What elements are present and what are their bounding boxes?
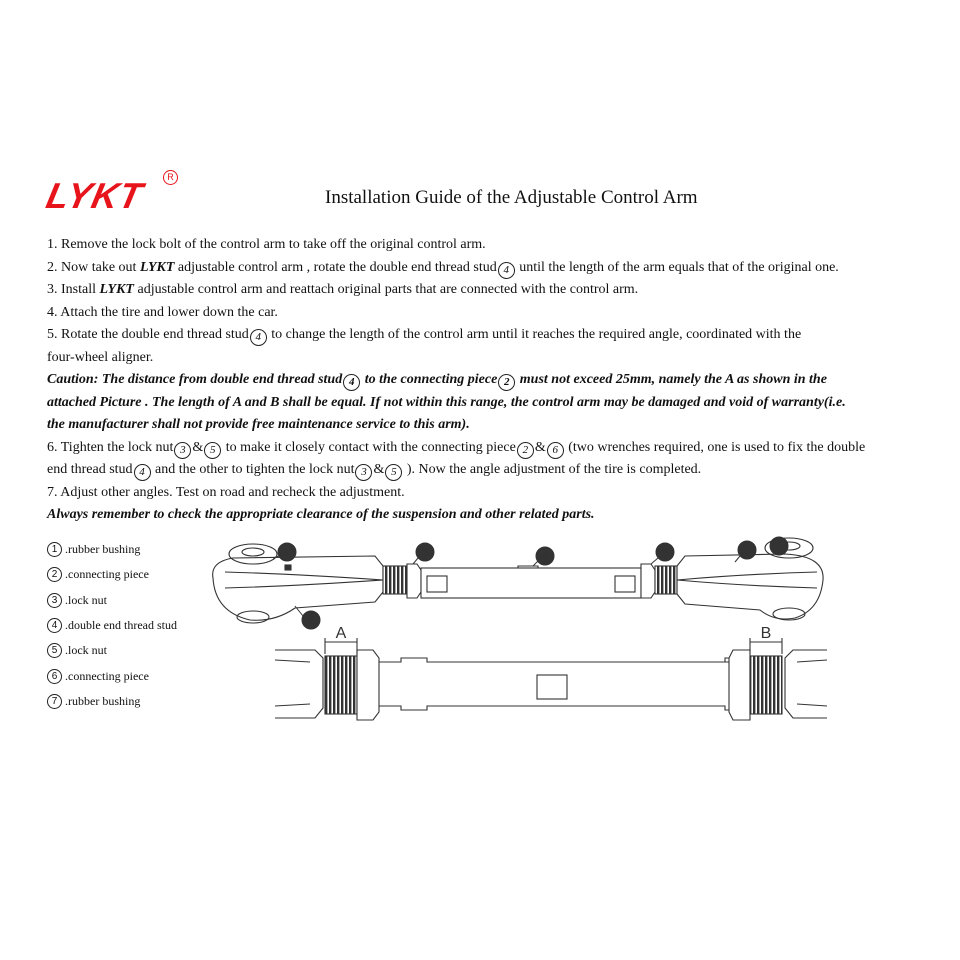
caution-text: must not exceed 25mm, namely the A as shown in the	[516, 372, 827, 387]
caution-line-1	[47, 369, 927, 392]
step-text: to change the length of the control arm until it reaches the required angle, coordinated with the	[267, 327, 802, 342]
dimension-b-label: B	[760, 625, 772, 642]
detail-view	[275, 638, 827, 720]
double-end-thread-stud	[421, 566, 641, 598]
step-text: adjustable control arm and reattach original parts that are connected with the control arm.	[133, 282, 639, 297]
step-text: 7. Adjust other angles. Test on road and recheck the adjustment.	[47, 484, 405, 500]
step-6-cont	[47, 459, 927, 482]
part-number-badge: 4	[134, 464, 151, 481]
step-2	[47, 257, 927, 280]
parts-legend	[47, 537, 177, 714]
part-number-badge: 6	[547, 442, 564, 459]
part-number-badge: 5	[204, 442, 221, 459]
control-arm-diagram	[205, 530, 830, 730]
legend-item	[47, 562, 177, 587]
caution-text: the manufacturer shall not provide free maintenance service to this arm).	[47, 417, 470, 432]
part-number-badge: 2	[498, 374, 515, 391]
legend-item	[47, 613, 177, 638]
step-text: 4. Attach the tire and lower down the car.	[47, 304, 278, 320]
legend-label: .lock nut	[65, 643, 107, 658]
brand-logo: LYKT	[42, 175, 147, 216]
ampersand: &	[373, 462, 385, 477]
legend-item	[47, 689, 177, 714]
legend-label: .connecting piece	[65, 668, 149, 683]
reminder-text: Always remember to check the appropriate clearance of the suspension and other related parts.	[47, 507, 595, 522]
step-4	[47, 302, 927, 325]
right-thread	[655, 566, 677, 594]
step-5-cont	[47, 347, 927, 370]
brand-inline: LYKT	[139, 259, 175, 275]
caution-line-3	[47, 414, 927, 437]
step-text: (two wrenches required, one is used to fix the double	[564, 439, 866, 455]
part-number-badge: 4	[498, 262, 515, 279]
step-text: adjustable control arm , rotate the double end thread stud	[174, 259, 497, 275]
step-text: 6. Tighten the lock nut	[47, 439, 174, 455]
part-number-badge: 3	[355, 464, 372, 481]
part-number-badge: 2	[517, 442, 534, 459]
registered-mark: R	[163, 170, 178, 185]
part-number-badge: 6	[47, 669, 62, 684]
legend-item	[47, 638, 177, 663]
caution-line-2	[47, 392, 927, 415]
step-text: 5. Rotate the double end thread stud	[47, 327, 249, 342]
callout-4: 4	[541, 549, 549, 563]
callout-2: 2	[307, 613, 315, 627]
callout-6: 6	[743, 543, 751, 557]
legend-label: .lock nut	[65, 592, 107, 607]
callout-1: 1	[283, 545, 291, 559]
step-text: 2. Now take out	[47, 259, 140, 275]
dimension-a-label: A	[335, 625, 347, 642]
instructions	[47, 234, 927, 527]
step-5	[47, 324, 927, 347]
part-number-badge: 4	[250, 329, 267, 346]
step-text: and the other to tighten the lock nut	[151, 462, 355, 477]
caution-text: to the connecting piece	[361, 372, 498, 387]
step-7	[47, 482, 927, 505]
part-number-badge: 5	[385, 464, 402, 481]
part-number-badge: 5	[47, 643, 62, 658]
step-3	[47, 279, 927, 302]
step-text: ). Now the angle adjustment of the tire is completed.	[403, 462, 702, 477]
brand-inline: LYKT	[99, 282, 134, 297]
step-text: end thread stud	[47, 462, 133, 477]
part-number-badge: 4	[47, 618, 62, 633]
legend-item	[47, 537, 177, 562]
callout-3: 3	[421, 545, 429, 559]
step-1	[47, 234, 927, 257]
step-text: until the length of the arm equals that of the original one.	[515, 259, 839, 275]
callout-5: 5	[661, 545, 669, 559]
legend-label: .rubber bushing	[65, 693, 141, 708]
legend-label: .double end thread stud	[65, 618, 177, 633]
step-6	[47, 437, 927, 460]
part-number-badge: 2	[47, 567, 62, 582]
left-thread	[383, 566, 407, 594]
ampersand: &	[534, 439, 546, 455]
part-number-badge: 3	[174, 442, 191, 459]
part-number-badge: 3	[47, 593, 62, 608]
legend-label: .rubber bushing	[65, 542, 141, 557]
part-number-badge: 1	[47, 542, 62, 557]
lock-nut-3	[407, 564, 421, 598]
callout-7: 7	[775, 539, 783, 553]
step-text: 1. Remove the lock bolt of the control arm to take off the original control arm.	[47, 237, 486, 252]
left-rod-end	[213, 544, 383, 623]
lock-nut-5	[641, 564, 655, 598]
caution-text: attached Picture . The length of A and B shall be equal. If not within this range, the control arm may be damaged and void of warranty(i.e.	[47, 394, 846, 410]
reminder	[47, 504, 927, 527]
caution-text: Caution: The distance from double end thread stud	[47, 372, 343, 387]
step-text: four-wheel aligner.	[47, 349, 154, 365]
step-text: to make it closely contact with the connecting piece	[222, 439, 516, 455]
ampersand: &	[192, 439, 204, 455]
legend-item	[47, 588, 177, 613]
part-number-badge: 4	[343, 374, 360, 391]
legend-label: .connecting piece	[65, 567, 149, 582]
page-title: Installation Guide of the Adjustable Control Arm	[325, 187, 698, 208]
step-text: 3. Install	[47, 282, 100, 297]
part-number-badge: 7	[47, 694, 62, 709]
legend-item	[47, 663, 177, 688]
